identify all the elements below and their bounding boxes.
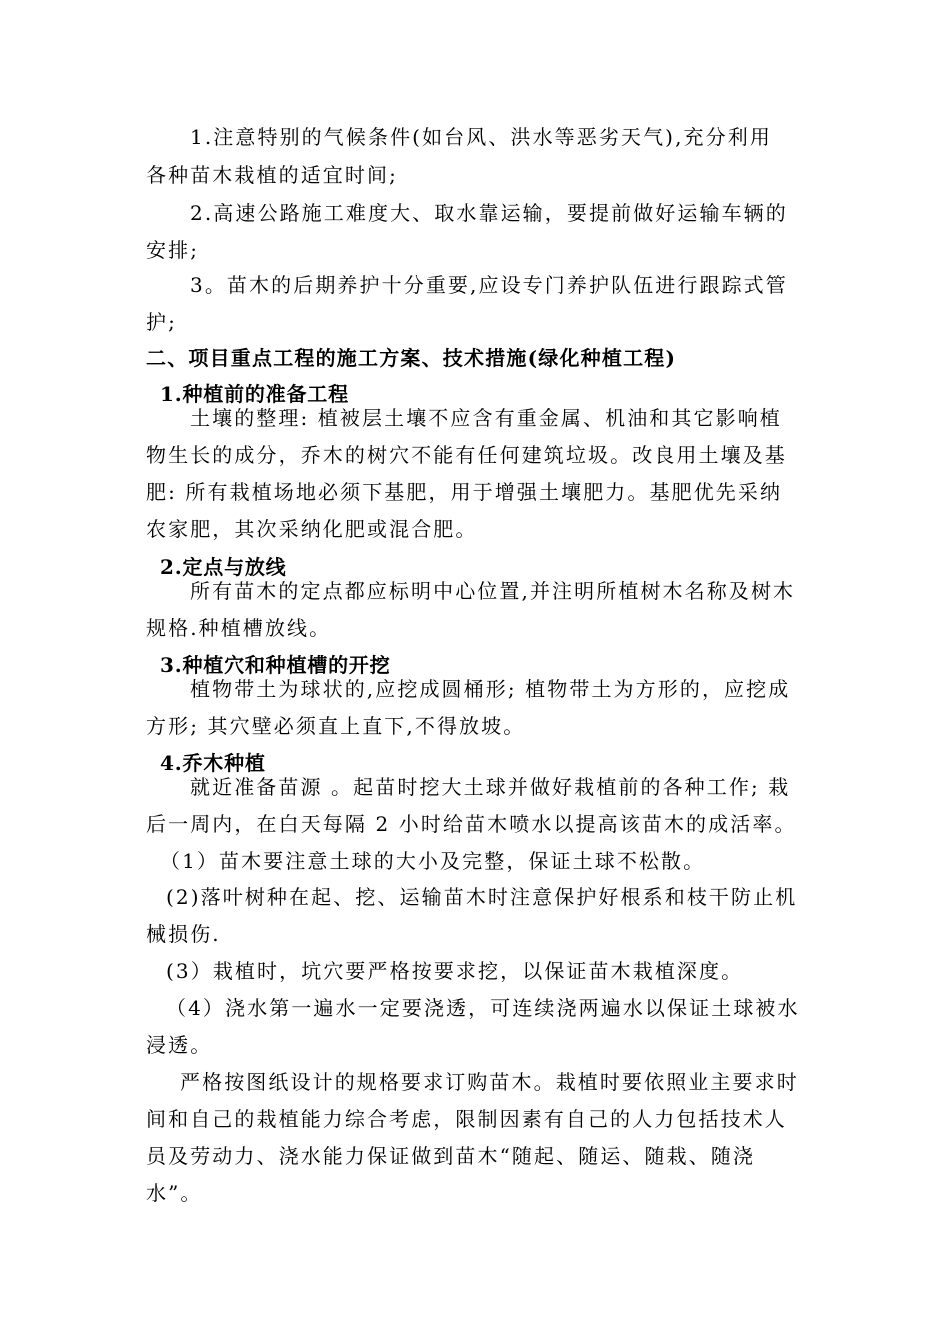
- paragraph-2-line-2: 安排;: [146, 238, 200, 262]
- paragraph-3-line-2: 护;: [146, 310, 177, 334]
- subsection-1-title: 1.种植前的准备工程: [160, 382, 349, 406]
- subsection-4-line-8: 浸透。: [146, 1033, 213, 1057]
- section-heading: 二、项目重点工程的施工方案、技术措施(绿化种植工程): [146, 346, 677, 370]
- paragraph-3-line-1: 3。苗木的后期养护十分重要,应设专门养护队伍进行跟踪式管: [190, 273, 788, 297]
- subsection-3-line-1: 植物带土为球状的,应挖成圆桶形; 植物带土为方形的，应挖成: [190, 677, 791, 701]
- subsection-3-line-2: 方形; 其穴壁必须直上直下,不得放坡。: [146, 714, 526, 738]
- paragraph-1-line-1: 1.注意特别的气候条件(如台风、洪水等恶劣天气),充分利用: [190, 125, 772, 149]
- subsection-4-line-4: (2)落叶树种在起、挖、运输苗木时注意保护好根系和枝干防止机: [166, 885, 798, 909]
- subsection-2-title: 2.定点与放线: [160, 555, 287, 579]
- subsection-4-line-10: 间和自己的栽植能力综合考虑，限制因素有自己的人力包括技术人: [146, 1107, 787, 1131]
- subsection-4-line-1: 就近准备苗源 。起苗时挖大土球并做好栽植前的各种工作; 栽: [190, 775, 791, 799]
- subsection-1-line-4: 农家肥，其次采纳化肥或混合肥。: [146, 517, 478, 541]
- subsection-4-line-11: 员及劳动力、浇水能力保证做到苗木“随起、随运、随栽、随浇: [146, 1144, 756, 1168]
- paragraph-1-line-2: 各种苗木栽植的适宜时间;: [146, 163, 398, 187]
- paragraph-2-line-1: 2.高速公路施工难度大、取水靠运输，要提前做好运输车辆的: [190, 201, 788, 225]
- subsection-4-line-2: 后一周内，在白天每隔 2 小时给苗木喷水以提高该苗木的成活率。: [146, 812, 797, 836]
- subsection-1-line-2: 物生长的成分，乔木的树穴不能有任何建筑垃圾。改良用土壤及基: [146, 443, 787, 467]
- subsection-1-line-1: 土壤的整理: 植被层土壤不应含有重金属、机油和其它影响植: [190, 406, 782, 430]
- subsection-4-line-12: 水”。: [146, 1181, 203, 1205]
- subsection-4-line-7: （4）浇水第一遍水一定要浇透，可连续浇两遍水以保证土球被水: [166, 996, 800, 1020]
- subsection-2-line-1: 所有苗木的定点都应标明中心位置,并注明所植树木名称及树木: [190, 579, 796, 603]
- subsection-4-title: 4.乔木种植: [160, 751, 266, 775]
- subsection-2-line-2: 规格.种植槽放线。: [146, 616, 332, 640]
- subsection-3-title: 3.种植穴和种植槽的开挖: [160, 653, 391, 677]
- subsection-1-line-3: 肥: 所有栽植场地必须下基肥，用于增强土壤肥力。基肥优先采纳: [146, 480, 783, 504]
- subsection-4-line-9: 严格按图纸设计的规格要求订购苗木。栽植时要依照业主要求时: [180, 1070, 799, 1094]
- subsection-4-line-3: （1）苗木要注意土球的大小及完整，保证土球不松散。: [160, 849, 706, 873]
- subsection-4-line-6: (3）栽植时，坑穴要严格按要求挖，以保证苗木栽植深度。: [166, 959, 744, 983]
- subsection-4-line-5: 械损伤.: [146, 922, 221, 946]
